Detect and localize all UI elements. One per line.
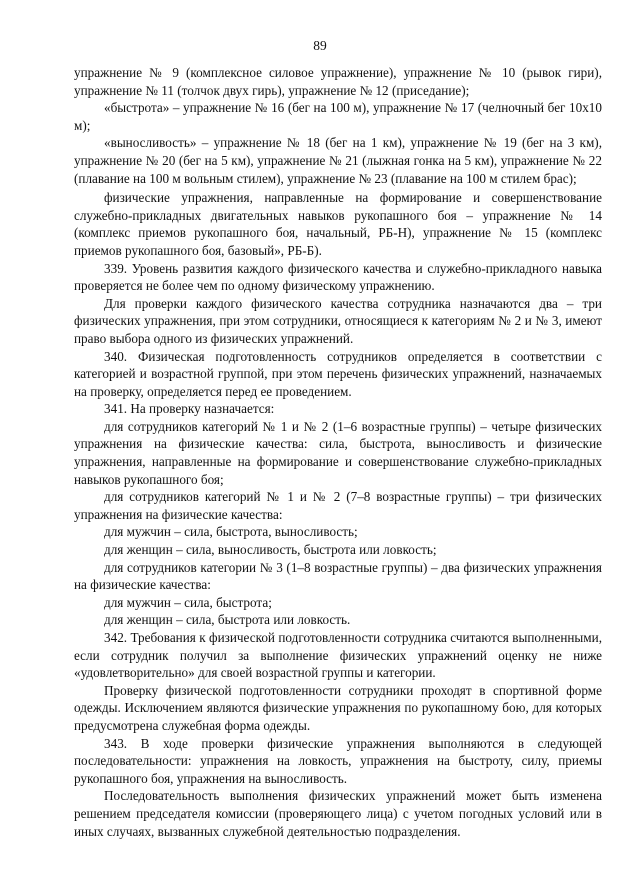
- paragraph: для мужчин – сила, быстрота;: [104, 594, 272, 610]
- paragraph: Для проверки каждого физического качества сотрудника назначаются два – три физических упражнения, при этом сотрудники, относящиеся к категориям № 2 и № 3, имеют право выбора одного из физических упражнений.: [74, 295, 602, 346]
- paragraph: для сотрудников категорий № 1 и № 2 (1–6 возрастные группы) – четыре физических упражнения на физические качества: сила, быстрота, выносливость и физические упражнения, направленные на формирование и совершенствование служебно-прикладных навыков рукопашного боя;: [74, 418, 602, 487]
- paragraph: Последовательность выполнения физических упражнений может быть изменена решением председателя комиссии (проверяющего лица) с учетом погодных условий или в иных случаях, вызванных служебной деятельностью подразделения.: [74, 788, 602, 839]
- paragraph: «быстрота» – упражнение № 16 (бег на 100 м), упражнение № 17 (челночный бег 10х10 м);: [74, 100, 602, 133]
- document-body: [74, 64, 602, 840]
- paragraph: 339. Уровень развития каждого физического качества и служебно-прикладного навыка проверяется не более чем по одному физическому упражнению.: [74, 260, 602, 294]
- paragraph: для мужчин – сила, быстрота, выносливость;: [104, 524, 358, 540]
- paragraph: упражнение № 9 (комплексное силовое упражнение), упражнение № 10 (рывок гири), упражнение № 11 (толчок двух гирь), упражнение № 12 (приседание);: [74, 65, 602, 98]
- paragraph: для сотрудников категорий № 1 и № 2 (7–8 возрастные группы) – три физических упражнения на физические качества:: [74, 489, 602, 522]
- paragraph: 341. На проверку назначается:: [104, 401, 275, 417]
- paragraph: 340. Физическая подготовленность сотрудников определяется в соответствии с категорией и возрастной группой, при этом перечень физических упражнений, назначаемых на проверку, определяется перед ее проведением.: [74, 348, 602, 399]
- paragraph: «выносливость» – упражнение № 18 (бег на 1 км), упражнение № 19 (бег на 3 км), упражнение № 20 (бег на 5 км), упражнение № 21 (лыжная гонка на 5 км), упражнение № 22 (плавание на 100 м вольным стилем), упражнение № 23 (плавание на 100 м стилем брас);: [74, 135, 602, 186]
- paragraph: для женщин – сила, выносливость, быстрота или ловкость;: [104, 542, 437, 558]
- paragraph: физические упражнения, направленные на формирование и совершенствование служебно-прикладных двигательных навыков рукопашного боя – упражнение № 14 (комплекс приемов рукопашного боя, начальный, РБ-Н), упражнение № 15 (комплекс приемов рукопашного боя, базовый», РБ-Б).: [74, 190, 602, 258]
- paragraph: для сотрудников категории № 3 (1–8 возрастные группы) – два физических упражнения на физические качества:: [74, 559, 602, 593]
- paragraph: 343. В ходе проверки физические упражнения выполняются в следующей последовательности: упражнения на ловкость, упражнения на быстроту, силу, приемы рукопашного боя, упражнения на выносливость.: [74, 735, 602, 786]
- page-number: 89: [313, 38, 327, 53]
- paragraph: Проверку физической подготовленности сотрудники проходят в спортивной форме одежды. Исключением являются физические упражнения по рукопашному бою, для которых предусмотрена служебная форма одежды.: [74, 682, 602, 733]
- paragraph: для женщин – сила, быстрота или ловкость.: [104, 612, 351, 628]
- paragraph: 342. Требования к физической подготовленности сотрудника считаются выполненными, если сотрудник получил за выполнение физических упражнений оценку не ниже «удовлетворительно» для своей возрастной группы и категории.: [74, 630, 602, 681]
